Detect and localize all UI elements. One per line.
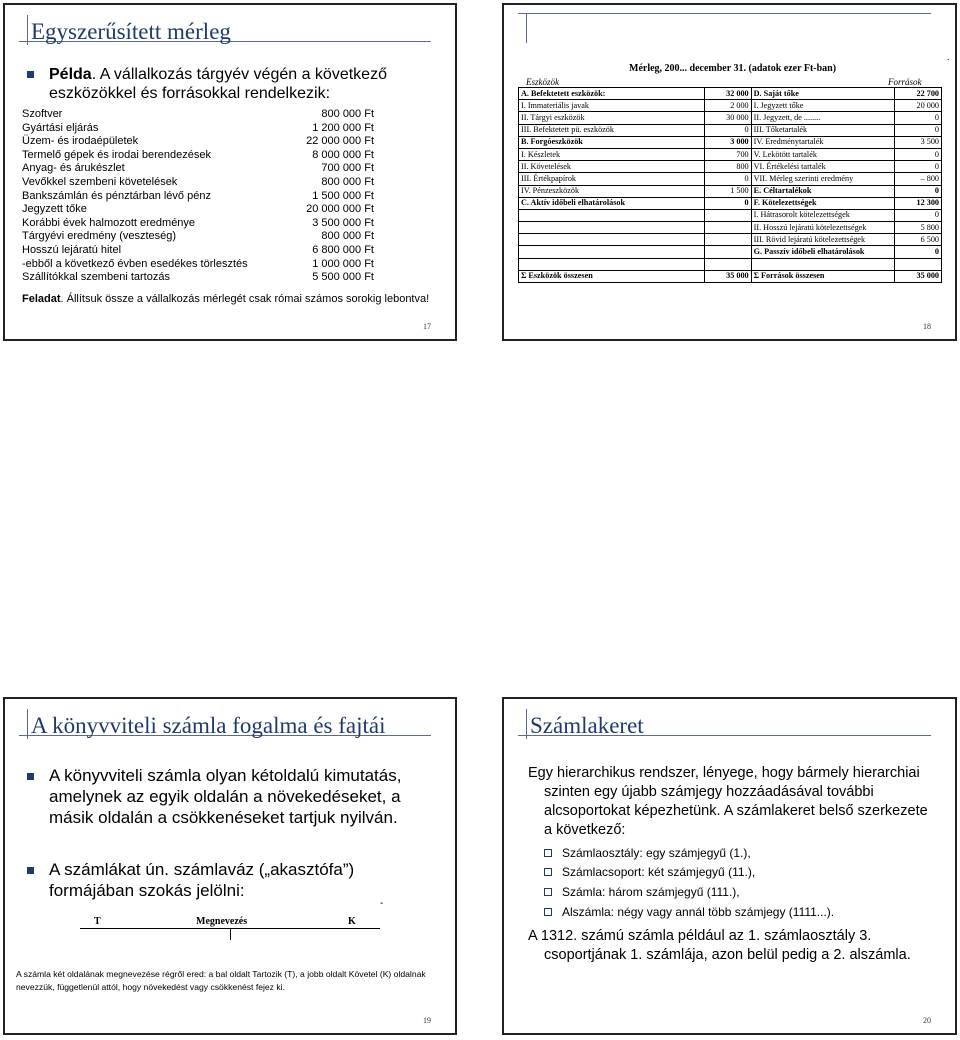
asset-value: 6 800 000 Ft: [312, 243, 374, 256]
asset-row: [22, 149, 374, 163]
asset-row: [22, 258, 374, 272]
balance-liability-label: D. Saját tőke: [751, 88, 895, 100]
balance-liability-value: [895, 258, 942, 270]
task-text: [22, 293, 429, 305]
notation-text: A számlákat ún. számlaváz („akasztófa”) formájában szokás jelölni:: [49, 860, 355, 900]
asset-label: Korábbi évek halmozott eredménye: [22, 216, 196, 229]
checkbox-bullet-icon: [544, 888, 552, 896]
balance-liability-value: – 800: [895, 173, 942, 185]
notation-bullet: [27, 859, 407, 901]
asset-value: 8 000 000 Ft: [312, 148, 374, 161]
example-text: . A vállalkozás tárgyév végén a következő eszközökkel és forrásokkal rendelkezik:: [49, 66, 387, 102]
balance-asset-value: [705, 258, 752, 270]
asset-list: [22, 108, 374, 285]
assets-label: Eszközök: [526, 77, 559, 87]
balance-row: [519, 185, 942, 197]
page-number: 18: [923, 322, 931, 331]
asset-row: [22, 190, 374, 204]
balance-asset-label: A. Befektetett eszközök:: [519, 88, 705, 100]
balance-row: [519, 246, 942, 258]
example-label: Példa: [49, 66, 92, 83]
balance-row: [519, 234, 942, 246]
balance-asset-value: 800: [705, 161, 752, 173]
balance-asset-label: [519, 209, 705, 221]
balance-asset-label: I. Immateriális javak: [519, 100, 705, 112]
balance-asset-value: 35 000: [705, 270, 752, 282]
balance-asset-label: [519, 246, 705, 258]
balance-liability-value: 0: [895, 246, 942, 258]
balance-liability-label: F. Kötelezettségek: [751, 197, 895, 209]
balance-liability-label: I. Hátrasorolt kötelezettségek: [751, 209, 895, 221]
balance-asset-value: 0: [705, 124, 752, 136]
example-bullet: [27, 65, 427, 103]
credit-label: K: [348, 916, 356, 927]
balance-row: [519, 209, 942, 221]
asset-label: Üzem- és irodaépületek: [22, 135, 139, 148]
asset-row: [22, 271, 374, 285]
asset-label: Hosszú lejáratú hitel: [22, 243, 122, 256]
balance-asset-label: B. Forgóeszközök: [519, 136, 705, 148]
balance-row: [519, 270, 942, 282]
task-label: Feladat: [22, 293, 61, 305]
description-text: Egy hierarchikus rendszer, lényege, hogy bármely hierarchiai szinten egy újabb számjegy hozzáadásával további alcsoportokat képezhetünk. A számlakeret belső szerkezete a következő:: [528, 765, 928, 838]
asset-value: 800 000 Ft: [321, 230, 374, 243]
balance-sheet-title: Mérleg, 200... december 31. (adatok ezer Ft-ban): [629, 63, 837, 74]
balance-row: [519, 173, 942, 185]
balance-liability-label: [751, 258, 895, 270]
asset-row: [22, 230, 374, 244]
balance-liability-label: VI. Értékelési tartalék: [751, 161, 895, 173]
definition-text: A könyvviteli számla olyan kétoldalú kimutatás, amelynek az egyik oldalán a növekedéseket, a másik oldalán a csökkenéseket tartjuk nyilván.: [49, 766, 402, 827]
balance-liability-label: III. Tőketartalék: [751, 124, 895, 136]
balance-liability-value: 0: [895, 185, 942, 197]
balance-asset-value: [705, 209, 752, 221]
asset-label: Szoftver: [22, 108, 63, 120]
debit-label: T: [94, 916, 101, 927]
balance-asset-value: 0: [705, 197, 752, 209]
asset-row: [22, 244, 374, 258]
balance-liability-label: II. Hosszú lejáratú kötelezettségek: [751, 222, 895, 234]
balance-asset-value: [705, 222, 752, 234]
asset-value: 1 200 000 Ft: [312, 121, 374, 134]
balance-asset-label: IV. Pénzeszközök: [519, 185, 705, 197]
balance-row: [519, 88, 942, 100]
slide-title: Számlakeret: [530, 713, 644, 738]
balance-liability-label: I. Jegyzett tőke: [751, 100, 895, 112]
asset-row: [22, 176, 374, 190]
balance-row: [519, 124, 942, 136]
balance-asset-value: 32 000: [705, 88, 752, 100]
slide-title: A könyvviteli számla fogalma és fajtái: [31, 713, 386, 738]
title-rule: [518, 13, 931, 14]
balance-asset-label: II. Követelések: [519, 161, 705, 173]
asset-value: 800 000 Ft: [321, 175, 374, 188]
checkbox-bullet-icon: [544, 908, 552, 916]
balance-liability-label: G. Passzív időbeli elhatárolások: [751, 246, 895, 258]
sub-item-account: [544, 885, 740, 900]
balance-row: [519, 197, 942, 209]
page-number: 20: [923, 1016, 931, 1025]
balance-liability-label: IV. Eredménytartalék: [751, 136, 895, 148]
balance-liability-value: 3 500: [895, 136, 942, 148]
asset-row: [22, 217, 374, 231]
asset-label: Bankszámlán és pénztárban lévő pénz: [22, 189, 211, 202]
balance-row: [519, 148, 942, 160]
sub-item-subaccount: [544, 905, 834, 920]
task-body: . Állítsuk össze a vállalkozás mérlegét csak római számos sorokig lebontva!: [60, 293, 430, 305]
balance-liability-label: V. Lekötött tartalék: [751, 148, 895, 160]
bullet-icon: [27, 71, 34, 78]
corner-mark: .: [947, 52, 950, 62]
title-rule-vertical: [526, 709, 527, 739]
balance-liability-label: II. Jegyzett, de ........: [751, 112, 895, 124]
balance-asset-value: 700: [705, 148, 752, 160]
t-account-diagram: [80, 916, 380, 936]
asset-value: 20 000 000 Ft: [306, 203, 374, 216]
balance-asset-value: 3 000: [705, 136, 752, 148]
asset-row: [22, 162, 374, 176]
balance-asset-label: [519, 258, 705, 270]
bullet-icon: [27, 867, 34, 874]
asset-label: Anyag- és árukészlet: [22, 162, 125, 175]
title-rule-vertical: [27, 15, 28, 45]
asset-value: 800 000 Ft: [321, 108, 374, 120]
page-number: 17: [423, 322, 431, 331]
balance-row: [519, 222, 942, 234]
sub-item-text: Számla: három számjegyű (111.),: [562, 885, 740, 899]
balance-liability-value: 35 000: [895, 270, 942, 282]
asset-label: Gyártási eljárás: [22, 121, 99, 134]
title-rule-vertical: [526, 13, 527, 43]
asset-value: 1 500 000 Ft: [312, 189, 374, 202]
balance-asset-label: [519, 222, 705, 234]
page-number: 19: [423, 1016, 431, 1025]
sub-item-text: Számlacsoport: két számjegyű (11.),: [562, 865, 756, 879]
balance-liability-value: 0: [895, 112, 942, 124]
account-note: A számla két oldalának megnevezése régről ered: a bal oldalt Tartozik (T), a jobb oldalt Követel (K) oldalnak nevezzük, függetlenül attól, hogy növekedést vagy csökkenést fejez ki.: [16, 969, 426, 992]
slide-18: [502, 3, 957, 341]
checkbox-bullet-icon: [544, 868, 552, 876]
example-text: A 1312. számú számla például az 1. számlaosztály 3. csoportjának 1. számlája, azon belül pedig a 2. alszámla.: [528, 928, 911, 963]
asset-row: [22, 135, 374, 149]
balance-liability-value: 0: [895, 124, 942, 136]
balance-row: [519, 161, 942, 173]
asset-value: 5 500 000 Ft: [312, 271, 374, 284]
balance-row: [519, 136, 942, 148]
asset-label: -ebből a következő évben esedékes törlesztés: [22, 257, 248, 270]
balance-sheet-table: [518, 87, 942, 283]
balance-liability-value: 6 500: [895, 234, 942, 246]
balance-row: [519, 112, 942, 124]
balance-asset-value: 1 500: [705, 185, 752, 197]
balance-liability-value: 22 700: [895, 88, 942, 100]
asset-row: [22, 122, 374, 136]
taccount-dash: -: [380, 898, 384, 909]
balance-asset-value: 0: [705, 173, 752, 185]
balance-asset-value: 2 000: [705, 100, 752, 112]
balance-liability-value: 0: [895, 148, 942, 160]
slide-17: [3, 3, 457, 341]
asset-value: 1 000 000 Ft: [312, 257, 374, 270]
balance-liability-label: E. Céltartalékok: [751, 185, 895, 197]
example-paragraph: [528, 927, 928, 965]
asset-label: Jegyzett tőke: [22, 203, 87, 216]
balance-liability-label: Σ Források összesen: [751, 270, 895, 282]
balance-liability-label: VII. Mérleg szerinti eredmény: [751, 173, 895, 185]
sub-item-text: Számlaosztály: egy számjegyű (1.),: [562, 846, 751, 860]
asset-label: Termelő gépek és irodai berendezések: [22, 148, 211, 161]
sub-item-text: Alszámla: négy vagy annál több számjegy (1111...).: [562, 905, 835, 919]
balance-asset-label: III. Értékpapírok: [519, 173, 705, 185]
asset-value: 3 500 000 Ft: [312, 216, 374, 229]
slide-title: Egyszerűsített mérleg: [31, 19, 231, 44]
balance-liability-value: 5 800: [895, 222, 942, 234]
balance-liability-value: 20 000: [895, 100, 942, 112]
bullet-icon: [27, 773, 34, 780]
asset-label: Szállítókkal szembeni tartozás: [22, 271, 170, 284]
balance-asset-label: Σ Eszközök összesen: [519, 270, 705, 282]
asset-value: 22 000 000 Ft: [306, 135, 374, 148]
asset-value: 700 000 Ft: [321, 162, 374, 175]
checkbox-bullet-icon: [544, 849, 552, 857]
balance-asset-value: 30 000: [705, 112, 752, 124]
t-account-vertical-line: [230, 928, 231, 940]
definition-bullet: [27, 765, 407, 828]
balance-asset-label: [519, 234, 705, 246]
chart-of-accounts-description: [528, 764, 928, 840]
balance-asset-value: [705, 234, 752, 246]
balance-asset-label: I. Készletek: [519, 148, 705, 160]
balance-asset-value: [705, 246, 752, 258]
asset-row: [22, 203, 374, 217]
asset-label: Tárgyévi eredmény (veszteség): [22, 230, 177, 243]
balance-liability-value: 12 300: [895, 197, 942, 209]
title-rule-vertical: [27, 709, 28, 739]
balance-asset-label: II. Tárgyi eszközök: [519, 112, 705, 124]
balance-row: [519, 258, 942, 270]
sub-item-class: [544, 846, 751, 861]
balance-liability-value: 0: [895, 209, 942, 221]
account-name-label: Megnevezés: [196, 916, 248, 927]
asset-label: Vevőkkel szembeni követelések: [22, 175, 178, 188]
balance-liability-value: 0: [895, 161, 942, 173]
balance-asset-label: III. Befektetett pü. eszközök: [519, 124, 705, 136]
asset-row: [22, 108, 374, 122]
sub-item-group: [544, 865, 755, 880]
balance-liability-label: III. Rövid lejáratú kötelezettségek: [751, 234, 895, 246]
balance-row: [519, 100, 942, 112]
liabilities-label: Források: [888, 77, 922, 87]
balance-asset-label: C. Aktív időbeli elhatárolások: [519, 197, 705, 209]
